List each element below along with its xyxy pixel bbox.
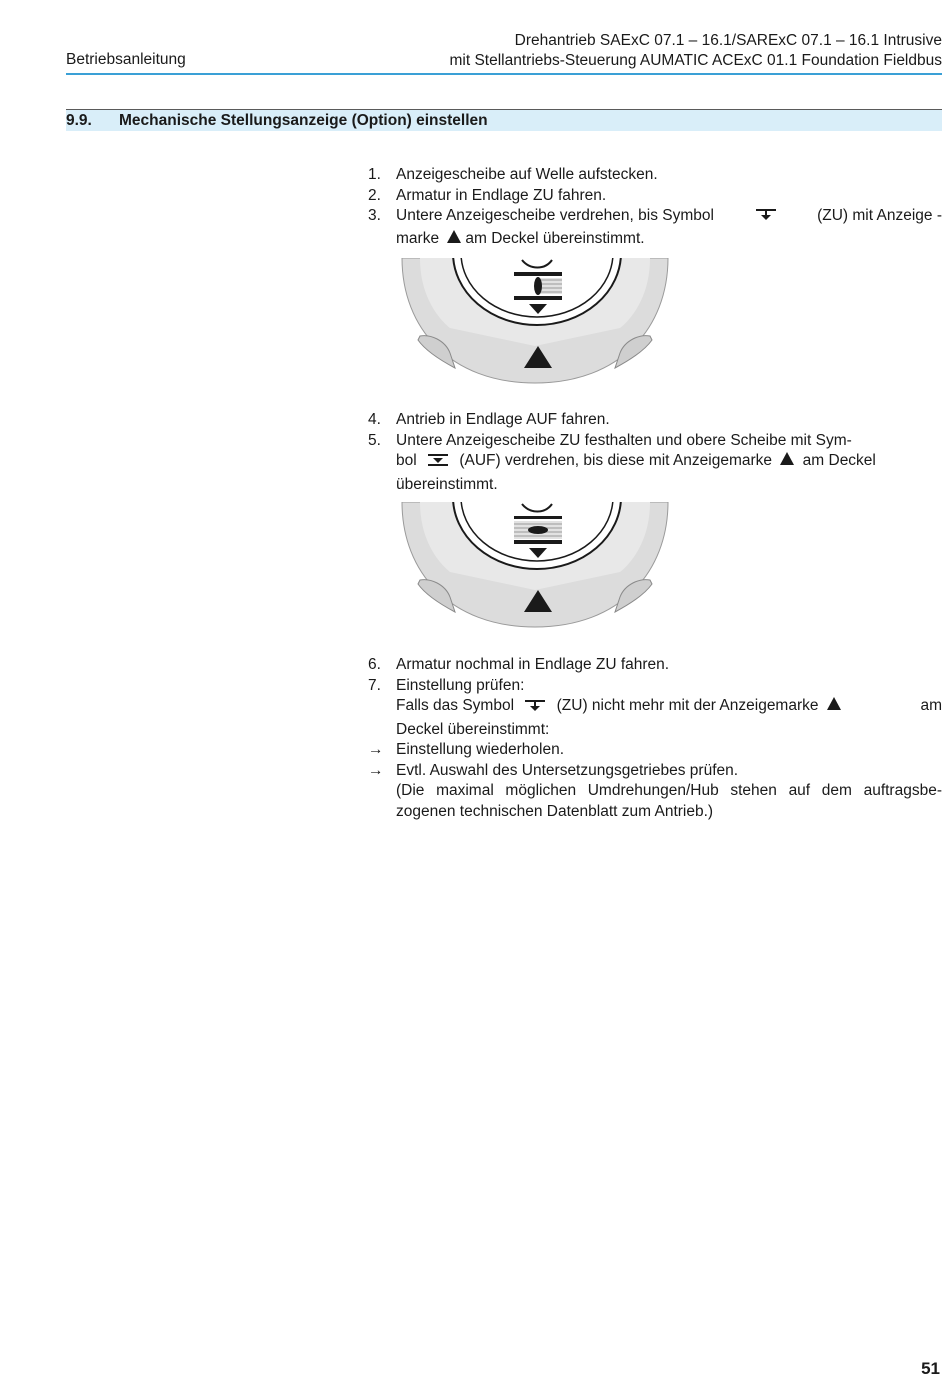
step-text: Armatur in Endlage ZU fahren. (396, 186, 607, 204)
step-number: 5. (368, 431, 381, 449)
triangle-mark-icon (447, 230, 461, 243)
header-right-line2: mit Stellantriebs-Steuerung AUMATIC ACExC 01.1 Foundation Fieldbus (449, 52, 942, 69)
arrow-icon: → (368, 741, 384, 758)
list-item (368, 740, 942, 761)
step-text: (ZU) mit Anzeige - (817, 207, 942, 224)
steps-block-1 (368, 165, 942, 249)
auf-symbol-icon (427, 452, 449, 475)
step-text: Anzeigescheibe auf Welle aufstecken. (396, 166, 658, 183)
step-text: (ZU) nicht mehr mit der Anzeigemarke (556, 697, 819, 714)
list-item (368, 676, 942, 741)
step-text: marke (396, 229, 440, 247)
header-rule (66, 73, 942, 75)
step-text: Antrieb in Endlage AUF fahren. (396, 411, 610, 428)
step-text: Einstellung prüfen: (396, 676, 525, 694)
section-title: Mechanische Stellungsanzeige (Option) einstellen (119, 112, 488, 129)
header-left: Betriebsanleitung (66, 51, 186, 68)
header-right-line1: Drehantrieb SAExC 07.1 – 16.1/SARExC 07.1 – 16.1 Intrusive (514, 32, 942, 49)
step-text: Untere Anzeigescheibe ZU festhalten und obere Scheibe mit Sym- (396, 431, 852, 449)
list-item (368, 431, 942, 496)
step-number: 6. (368, 656, 381, 673)
step-number: 4. (368, 411, 381, 428)
steps-block-2 (368, 410, 942, 495)
list-item (368, 165, 942, 186)
page-number: 51 (921, 1359, 940, 1378)
section-number: 9.9. (66, 112, 92, 129)
step-number: 1. (368, 166, 381, 183)
step-text: (AUF) verdrehen, bis diese mit Anzeigemarke (459, 452, 773, 469)
list-item (368, 761, 942, 823)
list-item (368, 655, 942, 676)
step-text: am (920, 697, 942, 714)
list-item (368, 186, 942, 207)
step-text: Deckel übereinstimmt: (396, 720, 550, 738)
indicator-figure-open (400, 502, 670, 630)
list-item (368, 410, 942, 431)
step-text: Evtl. Auswahl des Untersetzungsgetriebes prüfen. (396, 761, 739, 779)
step-text: zogenen technischen Datenblatt zum Antrieb.) (396, 802, 714, 820)
triangle-mark-icon (827, 697, 841, 710)
step-text: Falls das Symbol (396, 697, 515, 714)
step-number: 7. (368, 676, 381, 694)
indicator-figure-closed (400, 258, 670, 386)
step-text: Armatur nochmal in Endlage ZU fahren. (396, 656, 670, 673)
zu-symbol-icon (755, 206, 777, 229)
triangle-mark-icon (780, 452, 794, 465)
list-item (368, 206, 942, 249)
arrow-icon: → (368, 761, 384, 779)
step-text: (Die maximal möglichen Umdrehungen/Hub stehen auf dem auftragsbe- (396, 782, 942, 799)
step-number: 2. (368, 186, 381, 204)
step-text: bol (396, 452, 417, 469)
header-right (449, 31, 942, 71)
steps-block-3 (368, 655, 942, 822)
step-text: Untere Anzeigescheibe verdrehen, bis Symbol (396, 207, 714, 224)
zu-symbol-icon (524, 697, 546, 720)
step-number: 3. (368, 207, 381, 224)
step-text: Einstellung wiederholen. (396, 741, 565, 758)
step-text: am Deckel (802, 452, 876, 469)
step-text: am Deckel übereinstimmt. (465, 229, 645, 247)
section-heading (66, 109, 942, 131)
step-text: übereinstimmt. (396, 475, 498, 493)
